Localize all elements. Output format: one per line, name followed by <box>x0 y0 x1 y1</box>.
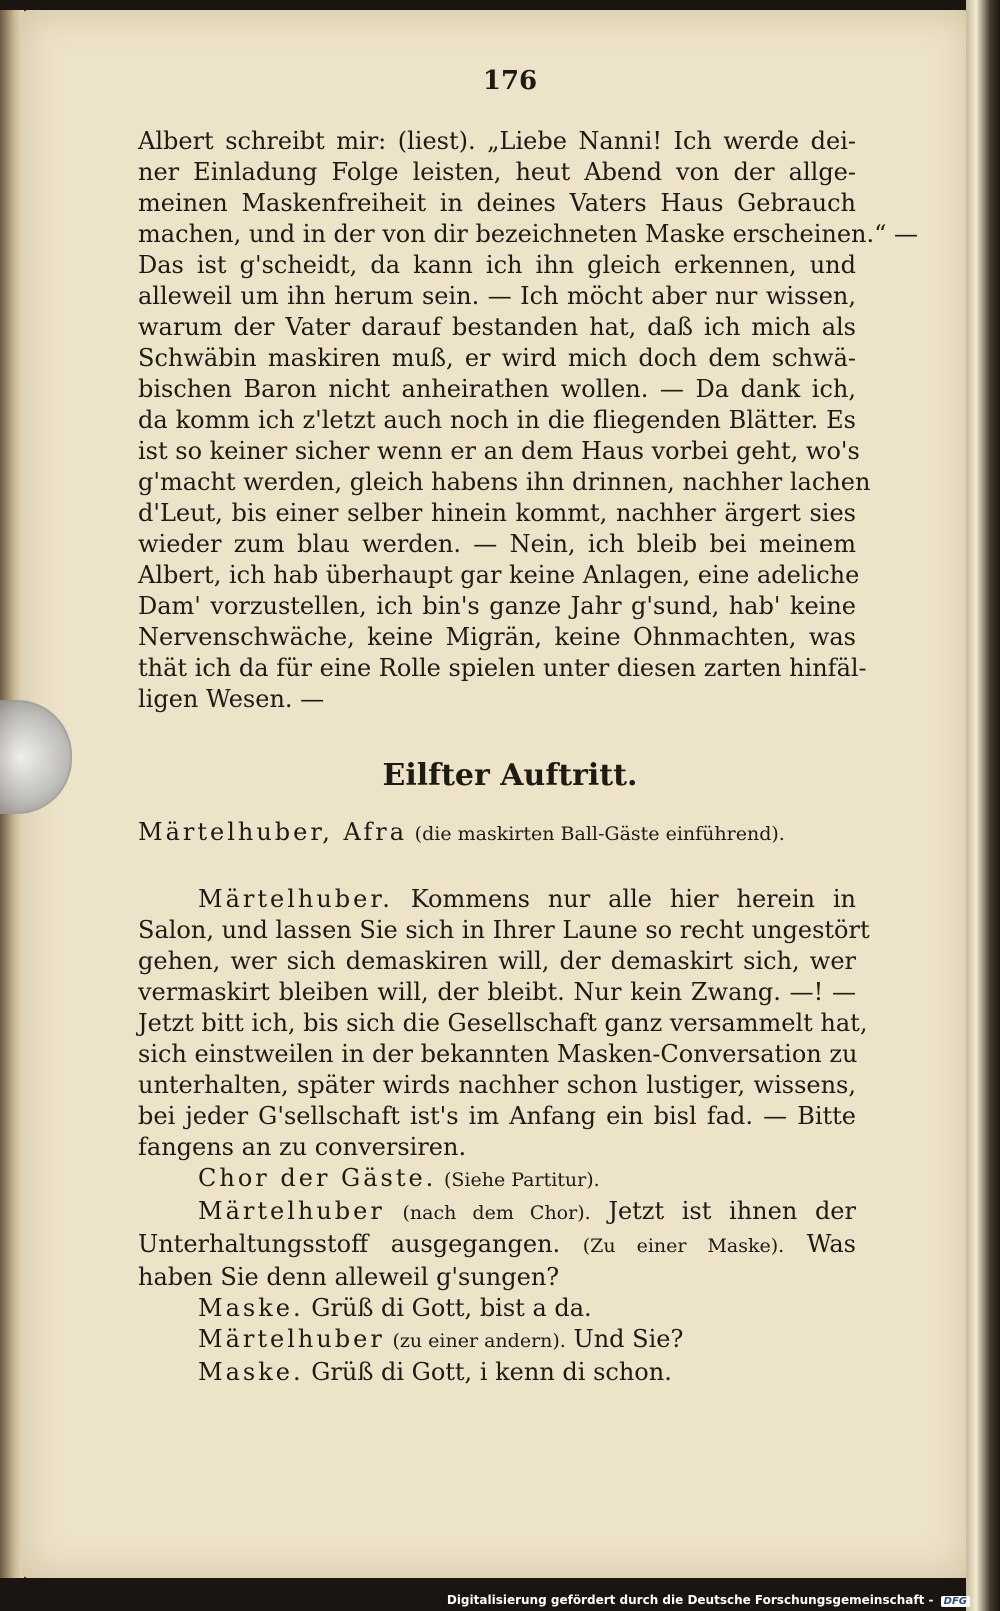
text-line: Das ist g'scheidt, da kann ich ihn gleich erkennen, und <box>138 251 856 279</box>
speech-text: Grüß di Gott, bist a da. <box>311 1294 592 1322</box>
text-line: Jetzt bitt ich, bis sich die Gesellschaft ganz versammelt hat, <box>138 1009 868 1037</box>
page-number: 176 <box>482 66 538 96</box>
text-line: warum der Vater darauf bestanden hat, daß ich mich als <box>138 313 856 341</box>
text-line: Nervenschwäche, keine Migrän, keine Ohnmachten, was <box>138 623 856 651</box>
text-line: thät ich da für eine Rolle spielen unter diesen zarten hinfäl- <box>138 654 867 682</box>
speaker-name: Märtelhuber. <box>198 885 393 913</box>
text-line: alleweil um ihn herum sein. — Ich möcht aber nur wissen, <box>138 282 856 310</box>
footer-text: Digitalisierung gefördert durch die Deutsche Forschungsgemeinschaft - <box>446 1593 934 1607</box>
dfg-logo-icon: DFG <box>941 1596 970 1607</box>
speech-text: Was <box>806 1230 856 1258</box>
digitization-footer <box>447 1593 970 1607</box>
text-line <box>138 1163 856 1196</box>
stage-direction: (nach dem Chor). <box>402 1202 591 1224</box>
text-line: bei jeder G'sellschaft ist's im Anfang ein bisl fad. — Bitte <box>138 1102 856 1130</box>
text-line: g'macht werden, gleich habens ihn drinnen, nachher lachen <box>138 468 871 496</box>
text-line: d'Leut, bis einer selber hinein kommt, nachher ärgert sies <box>138 499 856 527</box>
speech-text: Grüß di Gott, i kenn di schon. <box>311 1358 672 1386</box>
text-line: machen, und in der von dir bezeichneten Maske erscheinen.“ — <box>138 220 919 248</box>
text-line: Salon, und lassen Sie sich in Ihrer Laune so recht ungestört <box>138 916 870 944</box>
text-line: Albert, ich hab überhaupt gar keine Anlagen, eine adeliche <box>138 561 860 589</box>
text-line: meinen Maskenfreiheit in deines Vaters Haus Gebrauch <box>138 189 856 217</box>
text-line: unterhalten, später wirds nachher schon lustiger, wissens, <box>138 1071 856 1099</box>
text-line <box>138 1357 856 1388</box>
text-line: gehen, wer sich demaskiren will, der demaskirt sich, wer <box>138 947 856 975</box>
text-line: vermaskirt bleiben will, der bleibt. Nur kein Zwang. —! — <box>138 978 856 1006</box>
paragraph-monologue <box>138 126 919 715</box>
text-line <box>138 1293 856 1324</box>
text-line: ligen Wesen. — <box>138 685 325 713</box>
text-line: Dam' vorzustellen, ich bin's ganze Jahr g'sund, hab' keine <box>138 592 856 620</box>
speech-text: Kommens nur alle hier herein in <box>410 885 856 913</box>
speaker-name: Maske. <box>198 1358 304 1386</box>
text-line <box>138 1229 856 1262</box>
text-line: sich einstweilen in der bekannten Masken-Conversation zu <box>138 1040 858 1068</box>
text-line: ist so keiner sicher wenn er an dem Haus vorbei geht, wo's <box>138 437 860 465</box>
page-gutter <box>966 0 1000 1611</box>
text-line <box>138 884 856 915</box>
text-line <box>138 1324 856 1357</box>
stage-direction: (Siehe Partitur). <box>443 1169 600 1191</box>
text-line: Albert schreibt mir: (liest). „Liebe Nanni! Ich werde dei- <box>138 127 856 155</box>
speaker-name: Maske. <box>198 1294 304 1322</box>
text-line: fangens an zu conversiren. <box>138 1133 467 1161</box>
text-line: bischen Baron nicht anheirathen wollen. — Da dank ich, <box>138 375 856 403</box>
text-line <box>138 1196 856 1229</box>
text-line: ner Einladung Folge leisten, heut Abend von der allge- <box>138 158 856 186</box>
stage-direction: (zu einer andern). <box>392 1330 566 1352</box>
text-line: wieder zum blau werden. — Nein, ich bleib bei meinem <box>138 530 856 558</box>
speaker-name: Märtelhuber <box>198 1197 385 1225</box>
speech-text: Jetzt ist ihnen der <box>608 1197 856 1225</box>
text-line: Schwäbin maskiren muß, er wird mich doch dem schwä- <box>138 344 856 372</box>
speaker-name: Märtelhuber <box>198 1325 385 1353</box>
speaker-name: Chor der Gäste. <box>198 1164 437 1192</box>
speech-text: Und Sie? <box>573 1325 684 1353</box>
text-line: da komm ich z'letzt auch noch in die fliegenden Blätter. Es <box>138 406 856 434</box>
text-line: haben Sie denn alleweil g'sungen? <box>138 1263 560 1291</box>
persons-names: Märtelhuber, Afra <box>138 818 408 846</box>
scene-heading: Eilfter Auftritt. <box>382 758 638 793</box>
speech-text: Unterhaltungsstoff ausgegangen. <box>138 1230 561 1258</box>
speech-maertelhuber-1 <box>138 884 870 1388</box>
scene-persons <box>138 818 856 846</box>
stage-direction: (Zu einer Maske). <box>582 1235 785 1257</box>
persons-direction: (die maskirten Ball-Gäste einführend). <box>414 823 785 845</box>
